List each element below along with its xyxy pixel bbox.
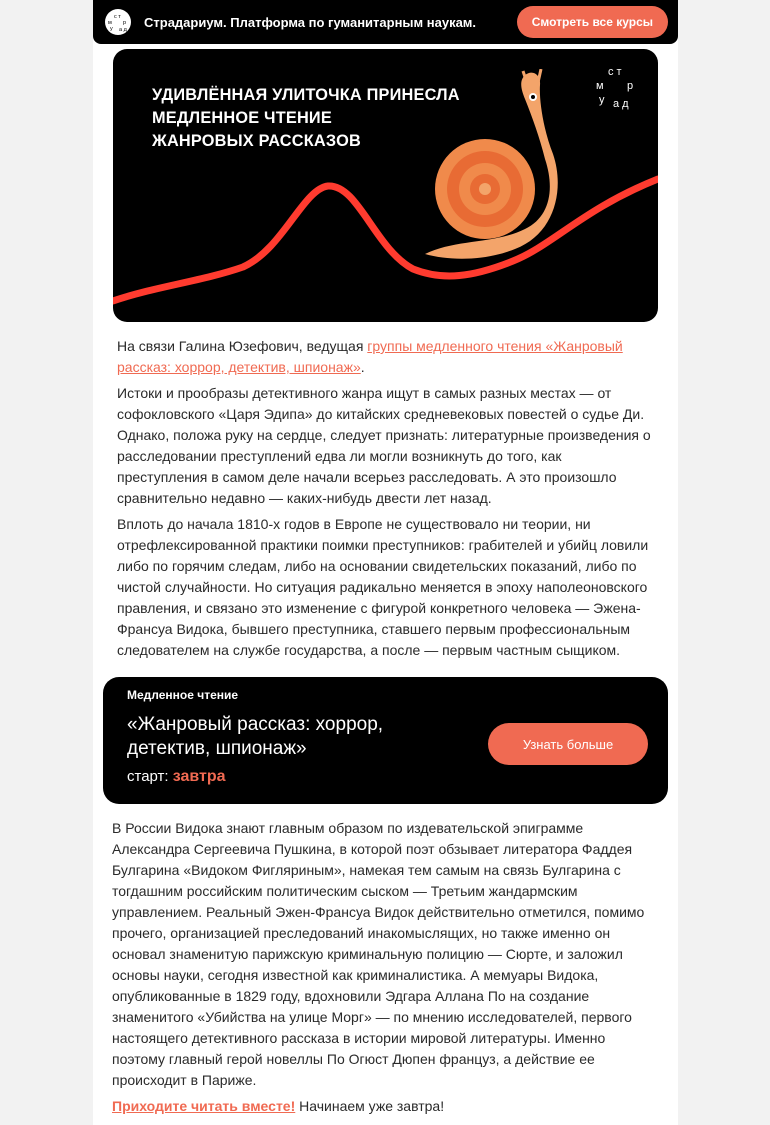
- course-start-date: завтра: [172, 768, 226, 785]
- course-group-link[interactable]: группы медленного чтения «Жанровый рассказ: хоррор, детектив, шпионаж»: [117, 338, 623, 375]
- course-type-label: Медленное чтение: [127, 688, 239, 702]
- intro-suffix: .: [360, 359, 365, 375]
- svg-text:м: м: [596, 80, 604, 92]
- all-courses-button[interactable]: Смотреть все курсы: [517, 6, 668, 38]
- svg-text:с т: с т: [608, 66, 622, 78]
- paragraph-origins: Истоки и прообразы детективного жанра ищут в самых разных местах — от софокловского «Царя Эдипа» до китайских средневековых повестей о судье Ди. Однако, положа руку на сердце, следует признать: литературные произведения о расследовании преступлений едва ли могли возникнуть до того, как преступления в самом деле начали всерьез расследовать. А это произошло сравнительно недавно — каких-нибудь двести лет назад.: [117, 385, 651, 506]
- svg-text:а д: а д: [613, 98, 629, 110]
- course-start-label: старт:: [127, 768, 173, 785]
- intro-paragraph: [117, 336, 652, 378]
- svg-text:а д: а д: [119, 27, 127, 33]
- read-together-link[interactable]: Приходите читать вместе!: [112, 1098, 296, 1114]
- course-card: [103, 677, 668, 804]
- promo-banner[interactable]: [113, 49, 658, 322]
- learn-more-button[interactable]: Узнать больше: [488, 723, 648, 765]
- footer-text: Начинаем уже завтра!: [295, 1098, 445, 1114]
- svg-text:у: у: [110, 26, 113, 32]
- banner-headline: УДИВЛЁННАЯ УЛИТОЧКА ПРИНЕСЛА МЕДЛЕННОЕ ЧТЕНИЕ ЖАНРОВЫХ РАССКАЗОВ: [152, 85, 460, 150]
- platform-title: Страдариум. Платформа по гуманитарным наукам.: [144, 14, 477, 30]
- svg-text:с т: с т: [114, 14, 121, 20]
- svg-text:р: р: [123, 20, 127, 26]
- course-title: «Жанровый рассказ: хоррор, детектив, шпионаж»: [127, 714, 384, 759]
- paragraph-vidocq: Вплоть до начала 1810-х годов в Европе не существовало ни теории, ни отрефлексированной практики поимки преступников: грабителей и убийц ловили либо по горячим следам, либо на основании свидетельских показаний, либо по чистой случайности. Но ситуация радикально меняется в эпоху наполеоновского правления, и связано это изменение с фигурой конкретного человека — Эжена-Франсуа Видока, бывшего преступника, ставшего первым профессиональным следователем на службе государства, а после — первым частным сыщиком.: [117, 516, 649, 658]
- svg-text:у: у: [599, 94, 605, 106]
- course-start: [127, 768, 226, 786]
- stradarium-logo-icon[interactable]: [105, 9, 131, 35]
- svg-text:м: м: [108, 20, 112, 26]
- footer-line: [112, 1096, 650, 1117]
- stradarium-banner-logo-icon: [591, 63, 643, 115]
- top-bar: [93, 0, 678, 44]
- paragraph-pushkin: В России Видока знают главным образом по издевательской эпиграмме Александра Сергеевича Пушкина, в которой поэт обзывает литератора Фаддея Булгарина «Видоком Фигляриным», намекая тем самым на связь Булгарина с тогдашним российским политическим сыском — Третьим жандармским управлением. Реальный Эжен-Франсуа Видок действительно отметился, помимо прочего, организацией преследований инакомыслящих, но также именно он основал знаменитую парижскую криминальную полицию — Сюрте, и заложил основы науки, сегодня известной как криминалистика. А мемуары Видока, опубликованные в 1829 году, вдохновили Эдгара Аллана По на создание знаменитого «Убийства на улице Морг» — по мнению исследователей, первого настоящего детективного рассказа в истории мировой литературы. Именно поэтому главный герой новеллы По Огюст Дюпен француз, а действие ее происходит в Париже.: [112, 820, 645, 1088]
- intro-prefix: На связи Галина Юзефович, ведущая: [117, 338, 368, 354]
- svg-text:р: р: [627, 80, 634, 92]
